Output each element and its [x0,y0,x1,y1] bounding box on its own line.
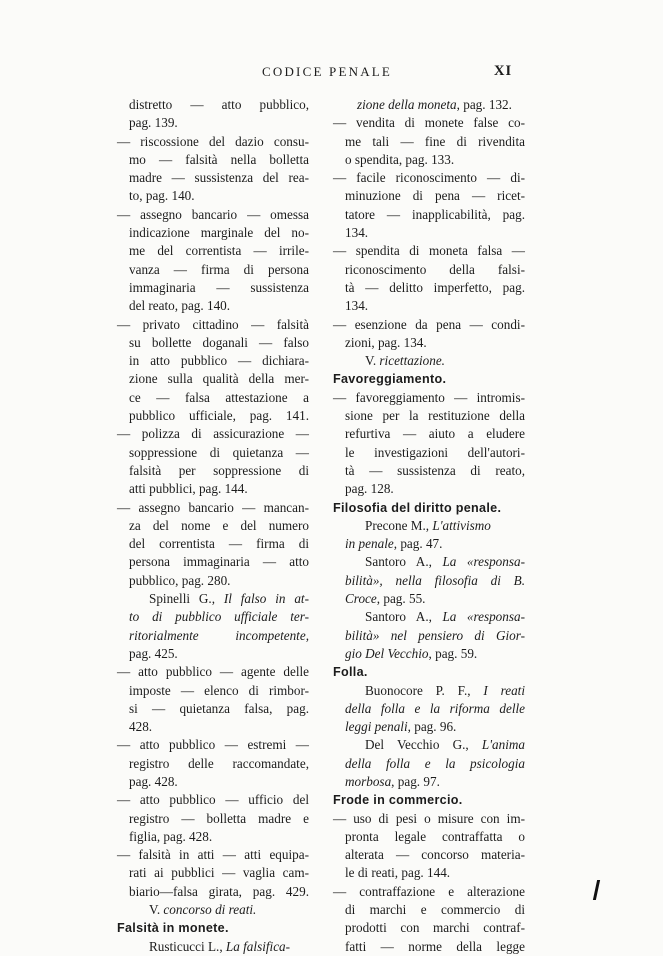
index-line [333,517,525,535]
line-text: pag. 425. [129,645,178,661]
index-line [117,297,309,315]
running-header [0,64,663,84]
line-text: — favoreggiamento — intromis- [333,389,525,405]
index-line [117,736,309,754]
index-line [117,791,309,809]
index-line [333,553,525,571]
line-text: di marchi e commercio di [345,902,525,918]
line-text: — riscossione del dazio consu- [117,133,309,149]
index-line [117,517,309,535]
line-text: — atto pubblico — ufficio del [117,792,309,808]
line-text: le di reati, pag. 144. [345,865,451,881]
ink-mark [593,880,600,900]
line-text: V. [149,902,164,918]
index-line [333,828,525,846]
index-line [117,718,309,736]
line-text: 134. [345,298,369,314]
line-italic-text: leggi penali [345,719,408,735]
index-line [333,407,525,425]
index-line [333,608,525,626]
index-line [333,919,525,937]
line-italic-text: L'anima [481,737,525,753]
index-line [333,755,525,773]
index-line [333,846,525,864]
index-line [333,773,525,791]
index-line [117,938,309,956]
index-line [333,389,525,407]
index-line [117,96,309,114]
line-text: — assegno bancario — omessa [117,206,309,222]
index-line [333,206,525,224]
line-italic-text: concorso di reati. [163,902,257,918]
index-line [333,114,525,132]
line-text: tà — sussistenza di reato, [345,462,525,478]
index-heading [117,919,309,937]
line-text: tà — delitto imperfetto, pag. [345,279,525,295]
index-line [117,206,309,224]
index-line [117,407,309,425]
index-line [117,828,309,846]
index-line [333,462,525,480]
line-text: Falsità in monete. [117,921,229,936]
line-text-tail: , pag. 59. [428,645,478,661]
line-text: — falsità in atti — atti equipa- [117,847,309,863]
line-text: — spendita di moneta falsa — [333,243,525,259]
running-title: CODICE PENALE [262,64,393,79]
line-text: distretto — atto pubblico, [129,97,309,112]
line-text: 428. [129,719,153,735]
line-text: Frode in commercio. [333,793,463,808]
line-text: imposte — elenco di rimbor- [129,682,309,698]
line-italic-text: to di pubblico ufficiale ter- [129,609,309,625]
index-line [333,169,525,187]
line-text: — privato cittadino — falsità [117,316,309,332]
line-italic-text: La «responsa- [442,554,525,570]
line-text: prodotti con marchi contraf- [345,920,525,936]
line-text: persona immaginaria — atto [129,554,309,570]
index-column-right [333,96,525,956]
index-line [333,810,525,828]
line-italic-text: bilità» nel pensiero di Gior- [345,627,525,643]
index-line [333,133,525,151]
line-text: — facile riconoscimento — di- [333,170,525,186]
line-text: pronta legale contraffatta o [345,828,525,844]
index-line [117,553,309,571]
line-text: zioni, pag. 134. [345,334,427,350]
line-text: le investigazioni dell'autori- [345,444,525,460]
index-line [117,444,309,462]
index-line [117,535,309,553]
index-line [333,334,525,352]
line-italic-text: gio Del Vecchio [345,645,429,661]
page-number: XI [494,63,513,79]
index-line [117,224,309,242]
line-text: — assegno bancario — mancan- [117,499,309,515]
index-line [333,352,525,370]
index-line [117,151,309,169]
line-text-tail: , pag. 132. [456,97,512,112]
line-text: riconoscimento della falsi- [345,261,525,277]
line-text: Spinelli G., [149,591,224,607]
index-heading [333,499,525,517]
line-text: pubblico, pag. 280. [129,572,231,588]
index-line [333,883,525,901]
line-text: o spendita, pag. 133. [345,151,455,167]
index-heading [333,791,525,809]
index-line [117,242,309,260]
line-italic-text: Il falso in at- [223,591,309,607]
line-text: registro delle raccomandate, [129,755,309,771]
index-line [333,590,525,608]
index-line [117,389,309,407]
line-text: za del nome e del numero [129,517,309,533]
line-text: — vendita di monete false co- [333,115,525,131]
line-italic-text: in penale [345,536,394,552]
index-line [333,480,525,498]
line-text: alterata — concorso materia- [345,847,525,863]
index-line [333,736,525,754]
line-text: soppressione di quietanza — [129,444,309,460]
line-text: fatti — norme della legge [345,938,525,954]
index-line [333,938,525,956]
line-text: biario—falsa girata, pag. 429. [129,883,309,899]
line-text: Rusticucci L., [149,938,226,954]
index-line [333,535,525,553]
line-text: mo — falsità nella bolletta [129,151,309,167]
line-text: zione sulla qualità della mer- [129,371,309,387]
line-text: Favoreggiamento. [333,372,447,387]
line-text: — esenzione da pena — condi- [333,316,525,332]
index-line [117,901,309,919]
line-text: tatore — inapplicabilità, pag. [345,206,525,222]
index-line [117,334,309,352]
index-line [333,700,525,718]
index-line [117,645,309,663]
line-text: Filosofia del diritto penale. [333,500,502,515]
index-line [117,352,309,370]
index-line [333,444,525,462]
line-text: — contraffazione e alterazione [333,883,525,899]
line-text-tail: , pag. 55. [376,591,426,607]
index-line [333,682,525,700]
line-text-tail: , pag. 97. [391,773,440,789]
line-text: si — quietanza falsa, pag. [129,700,309,716]
line-text: refurtiva — aiuto a eludere [345,426,525,442]
line-text: su bollette doganali — falso [129,334,309,350]
line-text: Buonocore P. F., [365,682,484,698]
line-text: — atto pubblico — agente delle [117,664,309,680]
line-text: atti pubblici, pag. 144. [129,481,248,497]
line-text: pubblico ufficiale, pag. 141. [129,408,309,424]
line-italic-text: La «responsa- [442,609,525,625]
index-line [117,261,309,279]
index-line [117,425,309,443]
line-text: me del correntista — irrile- [129,243,309,259]
index-line [117,480,309,498]
index-line [333,187,525,205]
index-line [117,590,309,608]
index-line [117,114,309,132]
line-text: Del Vecchio G., [365,737,482,753]
line-text: — polizza di assicurazione — [117,426,309,442]
index-line [117,773,309,791]
line-text: figlia, pag. 428. [129,828,213,844]
line-text: pag. 428. [129,773,178,789]
line-text: indicazione marginale del no- [129,225,309,241]
line-text: Folla. [333,665,368,680]
index-line [117,700,309,718]
index-line [333,151,525,169]
line-italic-text: della folla e la riforma delle [345,700,525,716]
line-text: pag. 139. [129,115,178,131]
index-line [333,224,525,242]
line-text: immaginaria — sussistenza [129,279,309,295]
index-line [333,261,525,279]
line-text: del reato, pag. 140. [129,298,231,314]
line-text: V. [365,353,380,369]
index-line [117,316,309,334]
line-text: madre — sussistenza del rea- [129,170,309,186]
index-line [117,846,309,864]
index-line [117,810,309,828]
line-italic-text: L'attivismo [432,517,491,533]
index-line [333,96,525,114]
index-line [117,279,309,297]
index-line [117,133,309,151]
line-text-tail: , pag. 96. [407,719,457,735]
index-heading [333,663,525,681]
line-text: — uso di pesi o misure con im- [333,810,525,826]
line-italic-text: zione della moneta [357,97,457,112]
index-line [333,572,525,590]
index-line [117,462,309,480]
line-text: to, pag. 140. [129,188,195,204]
line-italic-text: ritorialmente incompetente, [129,627,309,643]
line-text: registro — bolletta madre e [129,810,309,826]
index-line [117,883,309,901]
index-column-left [117,96,309,956]
line-text: 134. [345,225,369,241]
index-line [333,242,525,260]
index-line [117,169,309,187]
index-line [117,682,309,700]
line-text: me tali — fine di rivendita [345,133,525,149]
line-text: del correntista — firma di [129,536,309,552]
index-line [333,901,525,919]
index-line [117,187,309,205]
index-line [117,755,309,773]
line-italic-text: morbosa [345,773,392,789]
line-text: — atto pubblico — estremi — [117,737,309,753]
index-heading [333,370,525,388]
line-text: falsità per soppressione di [129,462,309,478]
line-text: in atto pubblico — dichiara- [129,353,309,369]
index-line [333,425,525,443]
index-line [117,663,309,681]
line-italic-text: bilità», nella filosofia di B. [345,572,525,588]
line-text: pag. 128. [345,481,394,497]
line-text: Precone M., [365,517,433,533]
line-italic-text: La falsifica- [225,938,291,954]
line-italic-text: della folla e la psicologia [345,755,525,771]
index-line [333,316,525,334]
index-line [117,608,309,626]
line-italic-text: I reati [483,682,526,698]
index-line [333,279,525,297]
line-text: sione per la restituzione della [345,408,525,424]
line-text: rati ai pubblici — vaglia cam- [129,865,309,881]
index-line [333,718,525,736]
line-italic-text: Croce [345,591,377,607]
line-text: Santoro A., [365,609,443,625]
index-line [117,864,309,882]
index-line [117,499,309,517]
line-text: ce — falsa attestazione a [129,389,309,405]
index-line [333,627,525,645]
index-line [333,645,525,663]
index-line [333,297,525,315]
line-text: minuzione di pena — ricet- [345,188,525,204]
index-line [117,627,309,645]
line-italic-text: ricettazione. [379,353,445,369]
index-line [117,370,309,388]
line-text-tail: , pag. 47. [393,536,443,552]
line-text: vanza — firma di persona [129,261,309,277]
index-line [333,864,525,882]
index-line [117,572,309,590]
line-text: Santoro A., [365,554,443,570]
